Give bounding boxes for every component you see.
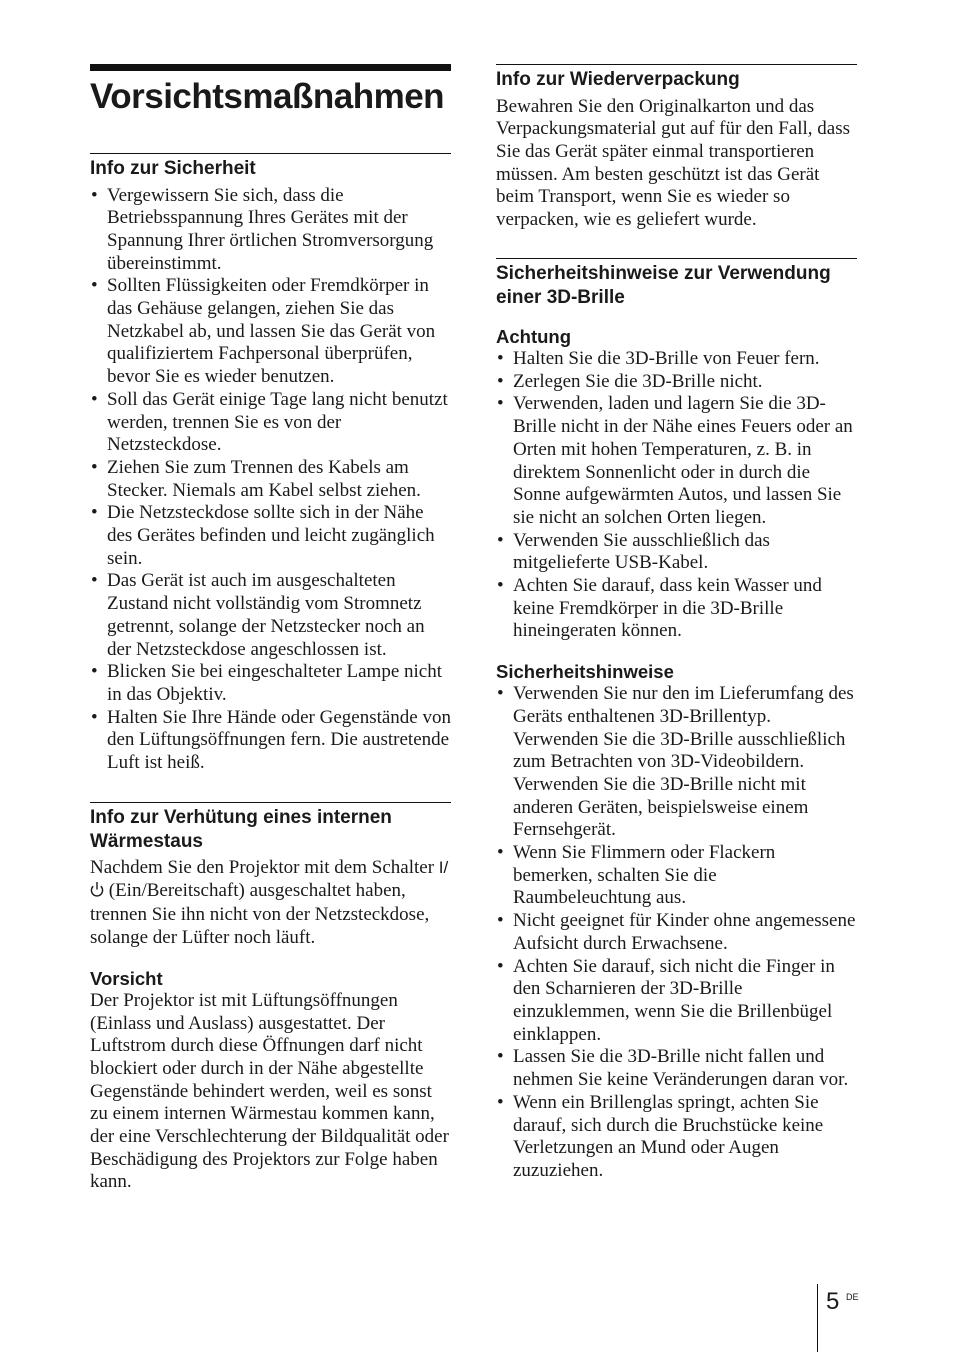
page-title: Vorsichtsmaßnahmen — [90, 64, 451, 119]
list-item: • Das Gerät ist auch im ausgeschalteten Zustand nicht vollständig vom Stromnetz getrennt, solange der Netzstecker noch an der Netzsteckdose angeschlossen ist. — [90, 570, 451, 661]
notes-list — [496, 683, 857, 1182]
page-number-divider — [817, 1284, 818, 1352]
list-item: • Halten Sie Ihre Hände oder Gegenstände von den Lüftungsöffnungen fern. Die austretende Luft ist heiß. — [90, 707, 451, 775]
list-item: • Verwenden Sie ausschließlich das mitgelieferte USB-Kabel. — [496, 530, 857, 575]
list-item: • Achten Sie darauf, dass kein Wasser und keine Fremdkörper in die 3D-Brille hineingeraten können. — [496, 575, 857, 643]
list-item: • Sollten Flüssigkeiten oder Fremdkörper in das Gehäuse gelangen, ziehen Sie das Netzkabel ab, und lassen Sie das Gerät von qualifiziertem Fachpersonal überprüfen, bevor Sie es wieder benutzen. — [90, 275, 451, 389]
heat-heading: Info zur Verhütung eines internen Wärmestaus — [90, 802, 451, 853]
list-item: • Soll das Gerät einige Tage lang nicht benutzt werden, trennen Sie es von der Netzsteckdose. — [90, 389, 451, 457]
list-item: • Verwenden Sie nur den im Lieferumfang des Geräts enthaltenen 3D-Brillentyp. Verwenden Sie die 3D-Brille ausschließlich zum Betrachten von 3D-Videobildern. Verwenden Sie die 3D-Brille nicht mit anderen Geräten, beispielsweise einem Fernsehgerät. — [496, 683, 857, 842]
notes-heading: Sicherheitshinweise — [496, 661, 674, 683]
switch-symbol: I/ — [438, 858, 449, 877]
list-item: • Lassen Sie die 3D-Brille nicht fallen und nehmen Sie keine Veränderungen daran vor. — [496, 1046, 857, 1091]
glasses-heading: Sicherheitshinweise zur Verwendung einer 3D-Brille — [496, 258, 857, 309]
heat-text — [90, 857, 451, 950]
safety-list — [90, 185, 451, 775]
list-item: • Ziehen Sie zum Trennen des Kabels am Stecker. Niemals am Kabel selbst ziehen. — [90, 457, 451, 502]
list-item: • Blicken Sie bei eingeschalteter Lampe nicht in das Objektiv. — [90, 661, 451, 706]
power-standby-icon — [90, 881, 104, 905]
heat-section — [90, 802, 451, 1194]
caution-heading: Vorsicht — [90, 967, 163, 989]
page-number: 5 — [826, 1288, 840, 1315]
list-item: • Halten Sie die 3D-Brille von Feuer fern. — [496, 348, 857, 371]
page-language: DE — [846, 1292, 859, 1302]
repack-text: Bewahren Sie den Originalkarton und das Verpackungsmaterial gut auf für den Fall, dass Sie das Gerät später einmal transportieren müssen. Am besten geschützt ist das Gerät beim Transport, wenn Sie es wieder so verpacken, wie es geliefert wurde. — [496, 95, 851, 231]
repack-section — [496, 64, 857, 232]
glasses-section — [496, 258, 857, 1183]
list-item: • Vergewissern Sie sich, dass die Betriebsspannung Ihres Gerätes mit der Spannung Ihrer örtlichen Stromversorgung übereinstimmt. — [90, 185, 451, 276]
attention-heading: Achtung — [496, 326, 572, 347]
list-item: • Zerlegen Sie die 3D-Brille nicht. — [496, 371, 857, 394]
list-item: • Wenn ein Brillenglas springt, achten Sie darauf, sich durch die Bruchstücke keine Verletzungen an Mund oder Augen zuzuziehen. — [496, 1092, 857, 1183]
list-item: • Achten Sie darauf, sich nicht die Finger in den Scharnieren der 3D-Brille einzuklemmen, wenn Sie die Brillenbügel einklappen. — [496, 956, 857, 1047]
attention-list — [496, 348, 857, 643]
safety-heading: Info zur Sicherheit — [90, 153, 451, 181]
list-item: • Nicht geeignet für Kinder ohne angemessene Aufsicht durch Erwachsene. — [496, 910, 857, 955]
caution-text: Der Projektor ist mit Lüftungsöffnungen (Einlass und Auslass) ausgestattet. Der Luftstrom durch diese Öffnungen darf nicht blockiert oder durch in der Nähe abgestellte Gegenstände behindert werden, weil es sonst zu einem internen Wärmestau kommen kann, der eine Verschlechterung der Bildqualität oder Beschädigung des Projektors zur Folge haben kann. — [90, 989, 449, 1193]
list-item: • Wenn Sie Flimmern oder Flackern bemerken, schalten Sie die Raumbeleuchtung aus. — [496, 842, 857, 910]
heat-text-after: (Ein/Bereitschaft) ausgeschaltet haben, trennen Sie ihn nicht von der Netzsteckdose, solange der Lüfter noch läuft. — [90, 879, 430, 949]
heat-text-before: Nachdem Sie den Projektor mit dem Schalter — [90, 857, 439, 878]
list-item: • Die Netzsteckdose sollte sich in der Nähe des Gerätes befinden und leicht zugänglich sein. — [90, 502, 451, 570]
repack-heading: Info zur Wiederverpackung — [496, 64, 857, 92]
list-item: • Verwenden, laden und lagern Sie die 3D-Brille nicht in der Nähe eines Feuers oder an Orten mit hohen Temperaturen, z. B. in direktem Sonnenlicht oder in durch die Sonne aufgewärmten Autos, und lassen Sie sie nicht an solchen Orten liegen. — [496, 393, 857, 529]
safety-section — [90, 153, 451, 775]
